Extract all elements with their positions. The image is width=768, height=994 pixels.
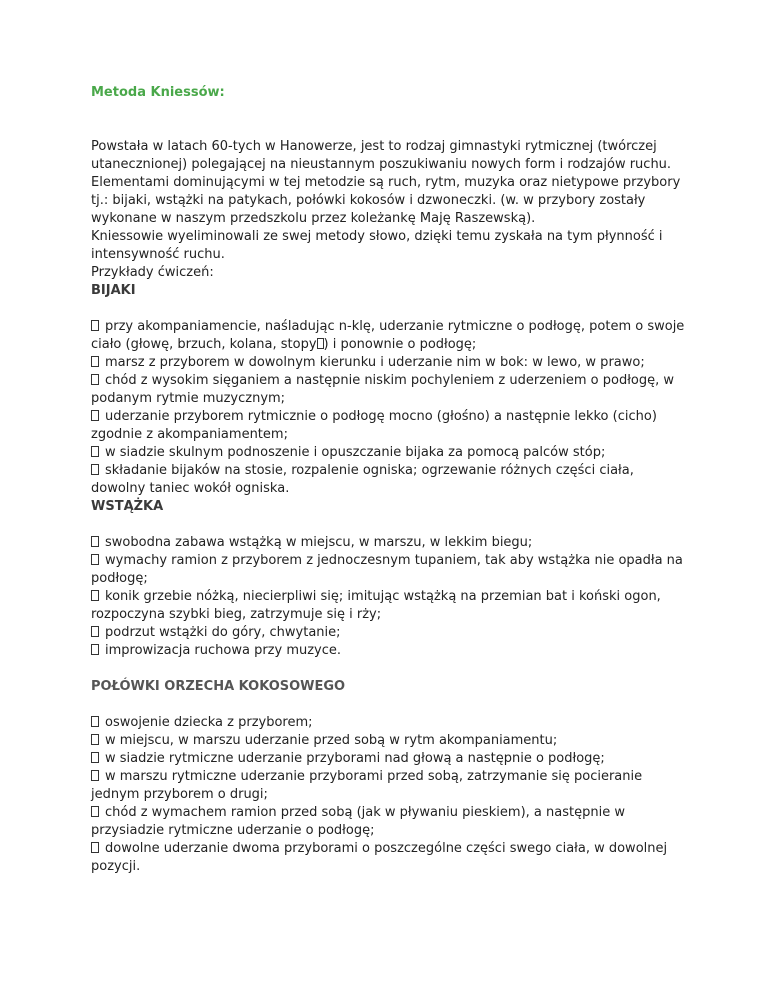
bullet-icon	[91, 374, 99, 385]
document-title: Metoda Kniessów:	[91, 85, 225, 100]
bullet-icon	[91, 464, 99, 475]
list-item	[91, 462, 691, 498]
bullet-icon	[91, 734, 99, 745]
list-item	[91, 372, 691, 408]
list-item	[91, 624, 691, 642]
list-item	[91, 318, 691, 354]
bullet-icon	[91, 590, 99, 601]
list-item	[91, 732, 691, 750]
list-item-text: improwizacja ruchowa przy muzyce.	[105, 643, 342, 658]
list-item-text: uderzanie przyborem rytmicznie o podłogę mocno (głośno) a następnie lekko (cicho) zgodnie z akompaniamentem;	[91, 409, 657, 442]
list-item	[91, 354, 691, 372]
bullet-icon	[91, 410, 99, 421]
bullet-icon	[91, 770, 99, 781]
list-item-text: chód z wymachem ramion przed sobą (jak w pływaniu pieskiem), a następnie w przysiadzie rytmiczne uderzanie o podłogę;	[91, 805, 625, 838]
list-item	[91, 408, 691, 444]
list-item	[91, 552, 691, 588]
list-item	[91, 588, 691, 624]
list-item	[91, 768, 691, 804]
list-item-text: ) i ponownie o podłogę;	[323, 337, 477, 352]
list-item-text: w siadzie skulnym podnoszenie i opuszczanie bijaka za pomocą palców stóp;	[105, 445, 606, 460]
bullet-icon	[91, 320, 99, 331]
list-item-text: dowolne uderzanie dwoma przyborami o poszczególne części swego ciała, w dowolnej pozycji.	[91, 841, 668, 874]
list-item	[91, 804, 691, 840]
missing-glyph-icon	[317, 338, 324, 349]
bullet-icon	[91, 626, 99, 637]
spacer	[91, 516, 691, 534]
list-item-text: wymachy ramion z przyborem z jednoczesnym tupaniem, tak aby wstążka nie opadła na podłogę;	[91, 553, 683, 586]
section-heading-wstazka: WSTĄŻKA	[91, 499, 164, 514]
list-item	[91, 444, 691, 462]
list-item-text: konik grzebie nóżką, niecierpliwi się; imitując wstążką na przemian bat i koński ogon, rozpoczyna szybki bieg, zatrzymuje się i rży;	[91, 589, 661, 622]
list-item	[91, 750, 691, 768]
list-item-text: marsz z przyborem w dowolnym kierunku i uderzanie nim w bok: w lewo, w prawo;	[105, 355, 645, 370]
bullet-icon	[91, 644, 99, 655]
list-item-text: w marszu rytmiczne uderzanie przyborami przed sobą, zatrzymanie się pocieranie jednym przyborem o drugi;	[91, 769, 643, 802]
list-item-text: swobodna zabawa wstążką w miejscu, w marszu, w lekkim biegu;	[105, 535, 533, 550]
list-item-text: podrzut wstążki do góry, chwytanie;	[105, 625, 341, 640]
list-item	[91, 642, 691, 660]
intro-paragraph: Kniessowie wyeliminowali ze swej metody słowo, dzięki temu zyskała na tym płynność i intensywność ruchu.	[91, 229, 663, 262]
list-item-text: przy akompaniamencie, naśladując n-klę, uderzanie rytmiczne o podłogę, potem o swoje ciało (głowę, brzuch, kolana, stopy	[91, 319, 685, 352]
bullet-icon	[91, 716, 99, 727]
spacer	[91, 660, 691, 678]
list-item-text: chód z wysokim sięganiem a następnie niskim pochyleniem z uderzeniem o podłogę, w podanym rytmie muzycznym;	[91, 373, 675, 406]
bullet-icon	[91, 536, 99, 547]
list-item	[91, 840, 691, 876]
list-item-text: oswojenie dziecka z przyborem;	[105, 715, 313, 730]
bullet-icon	[91, 752, 99, 763]
exercise-list-bijaki	[91, 318, 691, 498]
exercise-list-wstazka	[91, 534, 691, 660]
spacer	[91, 300, 691, 318]
intro-paragraph: Powstała w latach 60-tych w Hanowerze, jest to rodzaj gimnastyki rytmicznej (twórczej utanecznionej) polegającej na nieustannym poszukiwaniu nowych form i rodzajów ruchu. Elementami dominującymi w tej metodzie są ruch, rytm, muzyka oraz nietypowe przybory tj.: bijaki, wstążki na patykach, połówki kokosów i dzwoneczki. (w. w przybory zostały wykonane w naszym przedszkolu przez koleżankę Maję Raszewską).	[91, 139, 681, 226]
list-item	[91, 534, 691, 552]
section-heading-polowki: POŁÓWKI ORZECHA KOKOSOWEGO	[91, 679, 346, 694]
bullet-icon	[91, 842, 99, 853]
list-item-text: składanie bijaków na stosie, rozpalenie ogniska; ogrzewanie różnych części ciała, dowolny taniec wokół ogniska.	[91, 463, 634, 496]
bullet-icon	[91, 356, 99, 367]
bullet-icon	[91, 806, 99, 817]
spacer	[91, 102, 691, 138]
bullet-icon	[91, 446, 99, 457]
list-item-text: w siadzie rytmiczne uderzanie przyborami nad głową a następnie o podłogę;	[105, 751, 605, 766]
document-page	[91, 84, 691, 876]
list-item	[91, 714, 691, 732]
spacer	[91, 696, 691, 714]
section-heading-bijaki: BIJAKI	[91, 283, 136, 298]
bullet-icon	[91, 554, 99, 565]
list-item-text: w miejscu, w marszu uderzanie przed sobą w rytm akompaniamentu;	[105, 733, 558, 748]
intro-paragraph: Przykłady ćwiczeń:	[91, 265, 214, 280]
exercise-list-polowki	[91, 714, 691, 876]
